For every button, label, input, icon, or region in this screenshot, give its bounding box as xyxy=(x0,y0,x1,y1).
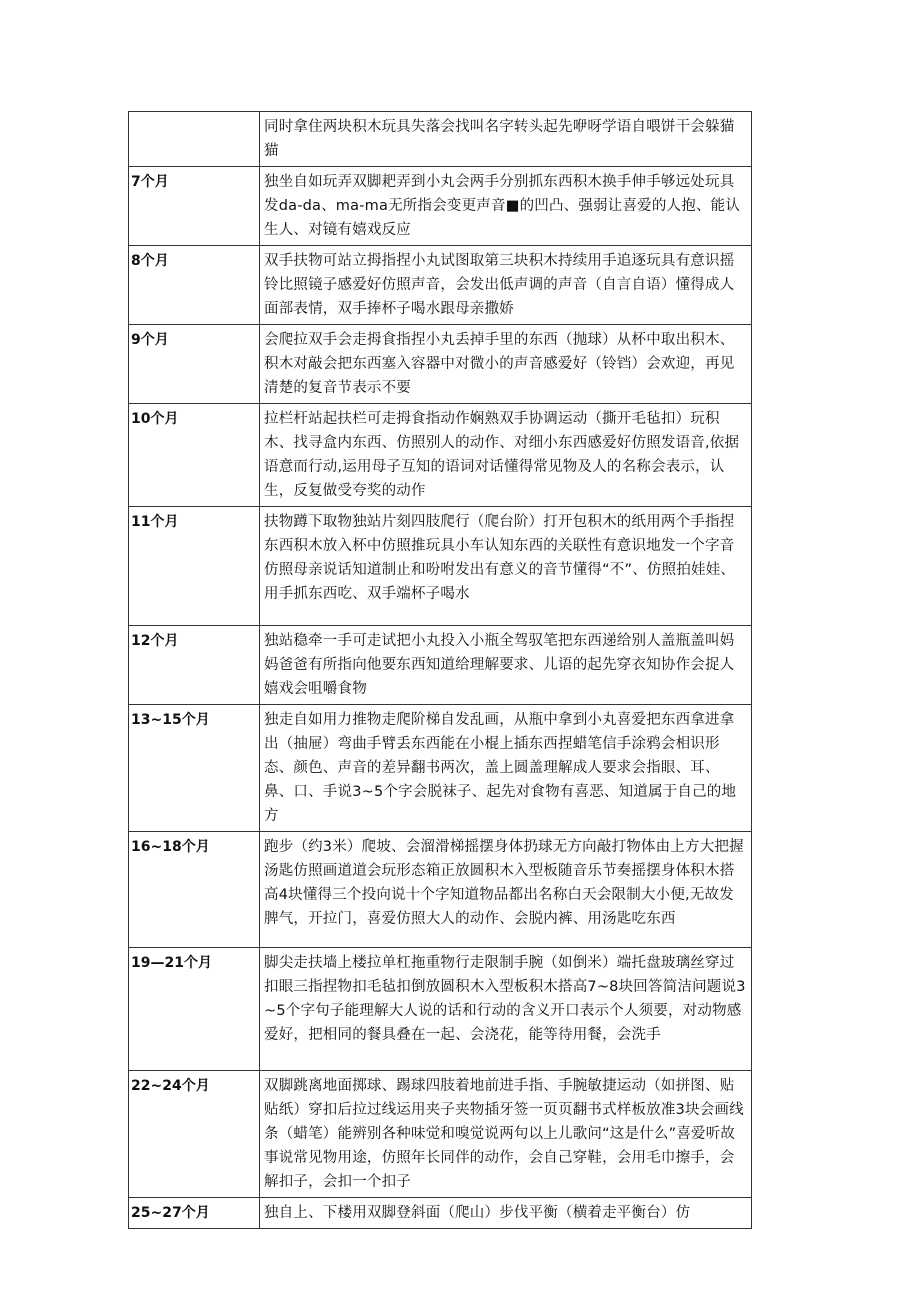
milestone-cell: 独坐自如玩弄双脚耙弄到小丸会两手分别抓东西积木换手伸手够远处玩具发da-da、ma-ma无所指会变更声音■的凹凸、强弱让喜爱的人抱、能认生人、对镜有嬉戏反应 xyxy=(260,167,752,246)
age-cell: 10个月 xyxy=(129,404,260,507)
milestone-cell: 独走自如用力推物走爬阶梯自发乱画，从瓶中拿到小丸喜爱把东西拿进拿出（抽屉）弯曲手臂丢东西能在小棍上插东西捏蜡笔信手涂鸦会相识形态、颜色、声音的差异翻书两次，盖上圆盖理解成人要求会指眼、耳、鼻、口、手说3~5个字会脱袜子、起先对食物有喜恶、知道属于自己的地方 xyxy=(260,705,752,832)
table-row xyxy=(129,705,752,832)
age-cell: 25~27个月 xyxy=(129,1198,260,1229)
table-row xyxy=(129,325,752,404)
age-cell: 19—21个月 xyxy=(129,948,260,1071)
table-row xyxy=(129,507,752,626)
milestone-table xyxy=(128,111,752,1229)
table-row xyxy=(129,832,752,948)
age-cell: 11个月 xyxy=(129,507,260,626)
age-cell: 22~24个月 xyxy=(129,1071,260,1198)
milestone-cell: 拉栏杆站起扶栏可走拇食指动作娴熟双手协调运动（撕开毛毡扣）玩积木、找寻盒内东西、仿照别人的动作、对细小东西感爱好仿照发语音,依据语意而行动,运用母子互知的语词对话懂得常见物及人的名称会表示，认生，反复做受夸奖的动作 xyxy=(260,404,752,507)
milestone-cell: 会爬拉双手会走拇食指捏小丸丢掉手里的东西（抛球）从杯中取出积木、积木对敲会把东西塞入容器中对微小的声音感爱好（铃铛）会欢迎，再见清楚的复音节表示不要 xyxy=(260,325,752,404)
table-row xyxy=(129,948,752,1071)
table-row xyxy=(129,1198,752,1229)
age-cell: 13~15个月 xyxy=(129,705,260,832)
age-cell xyxy=(129,112,260,167)
table-row xyxy=(129,246,752,325)
table-row xyxy=(129,112,752,167)
table-row xyxy=(129,1071,752,1198)
milestone-cell: 双手扶物可站立拇指捏小丸试图取第三块积木持续用手追逐玩具有意识摇铃比照镜子感爱好仿照声音，会发出低声调的声音（自言自语）懂得成人面部表情，双手捧杯子喝水跟母亲撒娇 xyxy=(260,246,752,325)
table-row xyxy=(129,167,752,246)
age-cell: 7个月 xyxy=(129,167,260,246)
milestone-cell: 跑步（约3米）爬坡、会溜滑梯摇摆身体扔球无方向敲打物体由上方大把握汤匙仿照画道道会玩形态箱正放圆积木入型板随音乐节奏摇摆身体积木搭高4块懂得三个投向说十个字知道物品都出名称白天会限制大小便,无故发脾气，开拉门，喜爱仿照大人的动作、会脱内裤、用汤匙吃东西 xyxy=(260,832,752,948)
milestone-cell: 独站稳牵一手可走试把小丸投入小瓶全驾驭笔把东西递给别人盖瓶盖叫妈妈爸爸有所指向他要东西知道给理解要求、儿语的起先穿衣知协作会捉人嬉戏会咀嚼食物 xyxy=(260,626,752,705)
age-cell: 12个月 xyxy=(129,626,260,705)
milestone-cell: 扶物蹲下取物独站片刻四肢爬行（爬台阶）打开包积木的纸用两个手指捏东西积木放入杯中仿照推玩具小车认知东西的关联性有意识地发一个字音仿照母亲说话知道制止和吩咐发出有意义的音节懂得“不”、仿照拍娃娃、用手抓东西吃、双手端杯子喝水 xyxy=(260,507,752,626)
table-row xyxy=(129,404,752,507)
milestone-cell: 同时拿住两块积木玩具失落会找叫名字转头起先咿呀学语自喂饼干会躲猫猫 xyxy=(260,112,752,167)
milestone-cell: 独自上、下楼用双脚登斜面（爬山）步伐平衡（横着走平衡台）仿 xyxy=(260,1198,752,1229)
table-row xyxy=(129,626,752,705)
age-cell: 8个月 xyxy=(129,246,260,325)
milestone-cell: 双脚跳离地面掷球、踢球四肢着地前进手指、手腕敏捷运动（如拼图、贴贴纸）穿扣后拉过线运用夹子夹物插牙签一页页翻书式样板放准3块会画线条（蜡笔）能辨别各种味觉和嗅觉说两句以上儿歌问“这是什么”喜爱听故事说常见物用途，仿照年长同伴的动作，会自己穿鞋，会用毛巾擦手，会解扣子，会扣一个扣子 xyxy=(260,1071,752,1198)
milestone-cell: 脚尖走扶墙上楼拉单杠拖重物行走限制手腕（如倒米）端托盘玻璃丝穿过扣眼三指捏物扣毛毡扣倒放圆积木入型板积木搭高7~8块回答简洁问题说3~5个字句子能理解大人说的话和行动的含义开口表示个人须要，对动物感爱好，把相同的餐具叠在一起、会浇花，能等待用餐，会洗手 xyxy=(260,948,752,1071)
age-cell: 9个月 xyxy=(129,325,260,404)
age-cell: 16~18个月 xyxy=(129,832,260,948)
